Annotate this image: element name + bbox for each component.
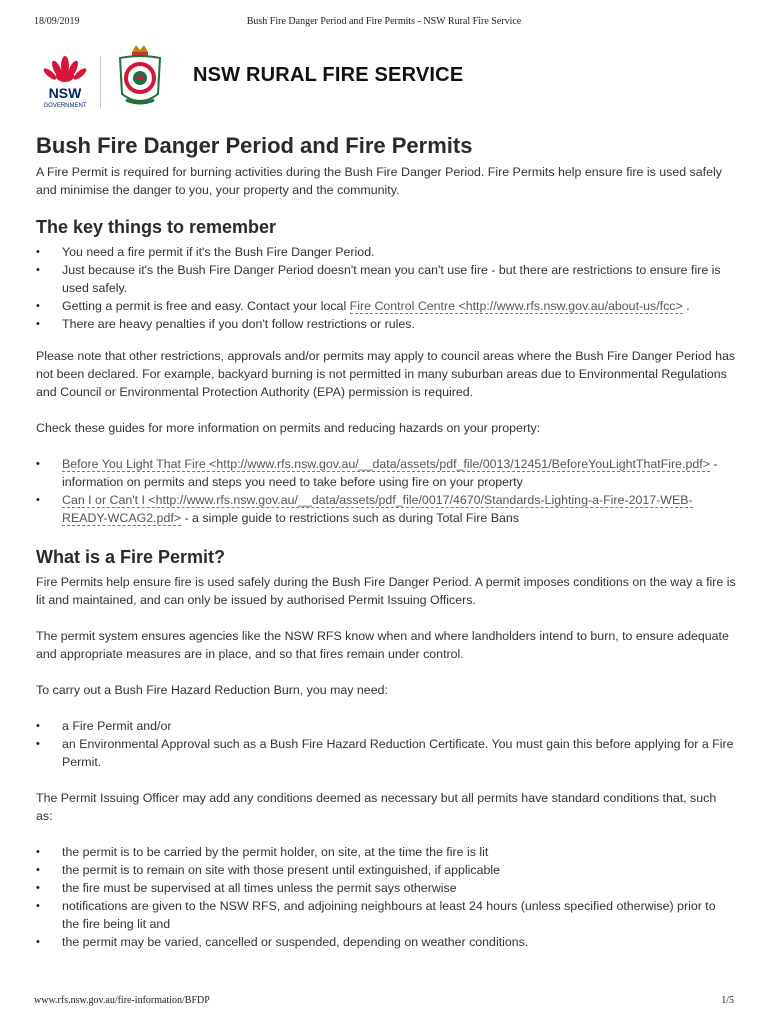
- what-is-heading: What is a Fire Permit?: [36, 547, 226, 567]
- key-things-list: [36, 243, 736, 333]
- list-item: [36, 297, 736, 315]
- list-item: [36, 491, 736, 527]
- list-item: • notifications are given to the NSW RFS, and adjoining neighbours at least 24 hours (unless specified otherwise) prior to the fire being lit and: [36, 897, 736, 933]
- nsw-government-logo[interactable]: [36, 52, 94, 110]
- guides-list: [36, 455, 736, 527]
- print-header: [34, 16, 734, 30]
- conditions-list: [36, 843, 736, 951]
- list-item: • an Environmental Approval such as a Bush Fire Hazard Reduction Certificate. You must gain this before applying for a Fire Permit.: [36, 735, 736, 771]
- nsw-logo-text: NSW: [48, 85, 82, 101]
- fire-control-centre-link[interactable]: Fire Control Centre <http://www.rfs.nsw.gov.au/about-us/fcc>: [349, 299, 683, 313]
- print-url: www.rfs.nsw.gov.au/fire-information/BFDP: [34, 995, 210, 1006]
- rfs-crest-logo[interactable]: [112, 42, 168, 114]
- article-content: [36, 132, 736, 969]
- permit-item-suffix: .: [682, 299, 690, 313]
- list-item: • the permit is to remain on site with those present until extinguished, if applicable: [36, 861, 736, 879]
- needs-list: [36, 717, 736, 771]
- list-item: • There are heavy penalties if you don't follow restrictions or rules.: [36, 315, 736, 333]
- page-title: Bush Fire Danger Period and Fire Permits: [36, 133, 473, 158]
- page-number: 1/5: [721, 995, 734, 1006]
- paragraph: Fire Permits help ensure fire is used safely during the Bush Fire Danger Period. A permit imposes conditions on the way a fire is lit and maintained, and can only be issued by authorised Permit Issuing Officers.: [36, 575, 736, 607]
- print-footer: [34, 995, 734, 1009]
- list-item: • Just because it's the Bush Fire Danger Period doesn't mean you can't use fire - but there are restrictions to ensure fire is used safely.: [36, 261, 736, 297]
- paragraph: The Permit Issuing Officer may add any conditions deemed as necessary but all permits have standard conditions that, such as:: [36, 791, 717, 823]
- paragraph: To carry out a Bush Fire Hazard Reduction Burn, you may need:: [36, 683, 388, 697]
- org-name: NSW RURAL FIRE SERVICE: [193, 64, 464, 86]
- list-item: [36, 455, 736, 491]
- guide-description: - a simple guide to restrictions such as during Total Fire Bans: [181, 511, 519, 525]
- guides-intro: Check these guides for more information on permits and reducing hazards on your property:: [36, 421, 541, 435]
- site-banner: [36, 42, 736, 114]
- print-doc-title: Bush Fire Danger Period and Fire Permits - NSW Rural Fire Service: [246, 16, 522, 27]
- list-item: • You need a fire permit if it's the Bush Fire Danger Period.: [36, 243, 736, 261]
- can-i-or-cant-i-link[interactable]: Can I or Can't I <http://www.rfs.nsw.gov.au/__data/assets/pdf_file/0017/4670/Standards-Lighting-a-Fire-2017-WEB-READY-WCAG2.pdf>: [62, 493, 693, 525]
- intro-paragraph: A Fire Permit is required for burning activities during the Bush Fire Danger Period. Fire Permits help ensure fire is used safely and minimise the danger to you, your property and the community.: [36, 165, 722, 197]
- list-item: • a Fire Permit and/or: [36, 717, 736, 735]
- paragraph: The permit system ensures agencies like the NSW RFS know when and where landholders intend to burn, to ensure adequate and appropriate measures are in place, and so that fires remain under control.: [36, 629, 729, 661]
- logo-divider: [100, 56, 101, 108]
- before-you-light-link[interactable]: Before You Light That Fire <http://www.rfs.nsw.gov.au/__data/assets/pdf_file/0013/12451/BeforeYouLightThatFire.pdf>: [62, 457, 710, 471]
- guide-description: - information on permits and steps you need to take before using fire on your property: [62, 457, 718, 489]
- list-item: • the fire must be supervised at all times unless the permit says otherwise: [36, 879, 736, 897]
- list-item: • the permit is to be carried by the permit holder, on site, at the time the fire is lit: [36, 843, 736, 861]
- restrictions-note: Please note that other restrictions, approvals and/or permits may apply to council areas where the Bush Fire Danger Period has not been declared. For example, backyard burning is not permitted in many suburban areas due to Environmental Regulations and Council or Environmental Protection Authority (EPA) permission is required.: [36, 349, 736, 399]
- nsw-logo-subtext: GOVERNMENT: [43, 103, 87, 109]
- key-things-heading: The key things to remember: [36, 217, 277, 237]
- permit-item-text: Getting a permit is free and easy. Contact your local: [62, 299, 350, 313]
- print-date: 18/09/2019: [34, 16, 80, 27]
- list-item: • the permit may be varied, cancelled or suspended, depending on weather conditions.: [36, 933, 736, 951]
